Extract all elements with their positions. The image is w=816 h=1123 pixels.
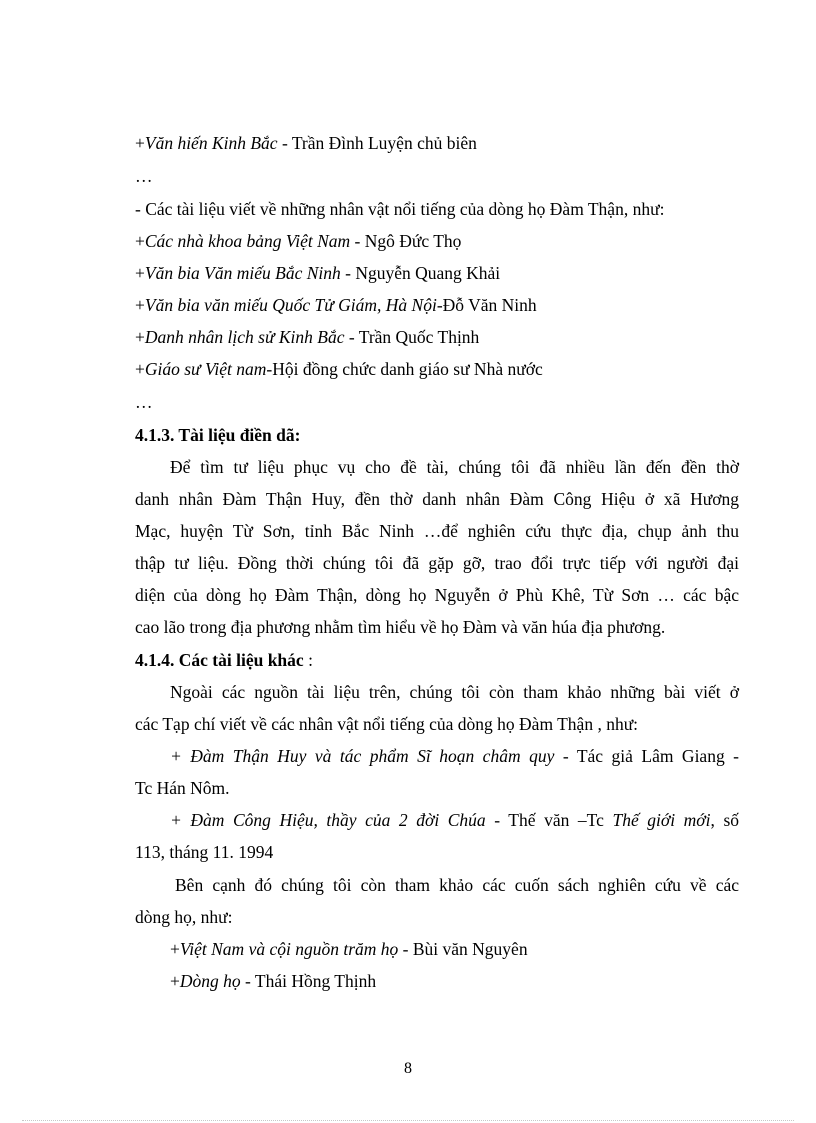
reference-title: Văn bia Văn miếu Bắc Ninh bbox=[144, 263, 341, 283]
page-number: 8 bbox=[404, 1060, 412, 1077]
reference-item: +Văn hiến Kinh Bắc - Trần Đình Luyện chủ biên bbox=[135, 133, 477, 153]
section-heading: 4.1.4. Các tài liệu khác : bbox=[135, 650, 313, 670]
article-reference bbox=[135, 809, 739, 831]
paragraph-line: Ngoài các nguồn tài liệu trên, chúng tôi còn tham khảo những bài viết ở bbox=[170, 682, 739, 702]
reference-author: - Nguyễn Quang Khải bbox=[340, 263, 501, 283]
reference-item: +Văn bia văn miếu Quốc Tử Giám, Hà Nội-Đỗ Văn Ninh bbox=[135, 295, 537, 315]
paragraph-line: dòng họ, như: bbox=[135, 907, 233, 927]
reference-item: +Văn bia Văn miếu Bắc Ninh - Nguyễn Quang Khải bbox=[135, 263, 501, 283]
reference-author: - Ngô Đức Thọ bbox=[350, 231, 462, 251]
paragraph-line: Bên cạnh đó chúng tôi còn tham khảo các cuốn sách nghiên cứu về các bbox=[175, 875, 739, 895]
paragraph-line: danh nhân Đàm Thận Huy, đền thờ danh nhân Đàm Công Hiệu ở xã Hương bbox=[135, 489, 739, 509]
reference-item: +Các nhà khoa bảng Việt Nam - Ngô Đức Thọ bbox=[135, 231, 462, 251]
page-bottom-rule bbox=[22, 1120, 794, 1121]
book-title: Việt Nam và cội nguồn trăm họ bbox=[179, 939, 399, 959]
paragraph-line: diện của dòng họ Đàm Thận, dòng họ Nguyễn ở Phù Khê, Từ Sơn … các bậc bbox=[135, 585, 739, 605]
reference-title: Văn hiến Kinh Bắc bbox=[144, 133, 278, 153]
book-reference: +Việt Nam và cội nguồn trăm họ - Bùi văn Nguyên bbox=[170, 939, 528, 959]
article-title: + Đàm Thận Huy và tác phẩm Sĩ hoạn châm quy bbox=[170, 746, 555, 766]
paragraph-line: thập tư liệu. Đồng thời chúng tôi đã gặp gỡ, trao đổi trực tiếp với người đại bbox=[135, 553, 739, 573]
book-author: - Thái Hồng Thịnh bbox=[240, 971, 377, 991]
book-title: Dòng họ bbox=[179, 971, 241, 991]
article-tail: , số bbox=[710, 810, 739, 830]
journal-title: Thế giới mới bbox=[612, 810, 711, 830]
reference-title: Giáo sư Việt nam bbox=[144, 359, 267, 379]
article-author: Thế văn –Tc bbox=[500, 810, 613, 830]
reference-title: Văn bia văn miếu Quốc Tử Giám, Hà Nội bbox=[144, 295, 437, 315]
article-reference-cont: Tc Hán Nôm. bbox=[135, 778, 230, 798]
paragraph-line: Mạc, huyện Từ Sơn, tỉnh Bắc Ninh …để nghiên cứu thực địa, chụp ảnh thu bbox=[135, 521, 739, 541]
paragraph-line: Để tìm tư liệu phục vụ cho đề tài, chúng tôi đã nhiều lần đến đền thờ bbox=[170, 457, 739, 477]
paragraph-line: cao lão trong địa phương nhằm tìm hiểu về họ Đàm và văn húa địa phương. bbox=[135, 617, 666, 637]
book-author: - Bùi văn Nguyên bbox=[398, 939, 528, 959]
intro-people: - Các tài liệu viết về những nhân vật nổi tiếng của dòng họ Đàm Thận, như: bbox=[135, 199, 665, 219]
reference-item: +Danh nhân lịch sử Kinh Bắc - Trần Quốc Thịnh bbox=[135, 327, 480, 347]
article-reference bbox=[135, 745, 739, 767]
ellipsis: … bbox=[135, 392, 153, 412]
article-author: - Tác giả Lâm Giang - bbox=[554, 746, 739, 766]
reference-item: +Giáo sư Việt nam-Hội đồng chức danh giáo sư Nhà nước bbox=[135, 359, 543, 379]
reference-title: Các nhà khoa bảng Việt Nam bbox=[144, 231, 351, 251]
article-title: + Đàm Công Hiệu, thầy của 2 đời Chúa - bbox=[170, 810, 501, 830]
section-heading: 4.1.3. Tài liệu điền dã: bbox=[135, 425, 301, 445]
reference-author: - Trần Đình Luyện chủ biên bbox=[277, 133, 477, 153]
reference-author: - Trần Quốc Thịnh bbox=[344, 327, 480, 347]
reference-author: -Hội đồng chức danh giáo sư Nhà nước bbox=[266, 359, 543, 379]
paragraph-line: các Tạp chí viết về các nhân vật nổi tiếng của dòng họ Đàm Thận , như: bbox=[135, 714, 639, 734]
book-reference: +Dòng họ - Thái Hồng Thịnh bbox=[170, 971, 377, 991]
ellipsis: … bbox=[135, 166, 153, 186]
reference-title: Danh nhân lịch sử Kinh Bắc bbox=[144, 327, 345, 347]
article-reference-cont: 113, tháng 11. 1994 bbox=[135, 842, 274, 862]
reference-author: -Đỗ Văn Ninh bbox=[436, 295, 537, 315]
